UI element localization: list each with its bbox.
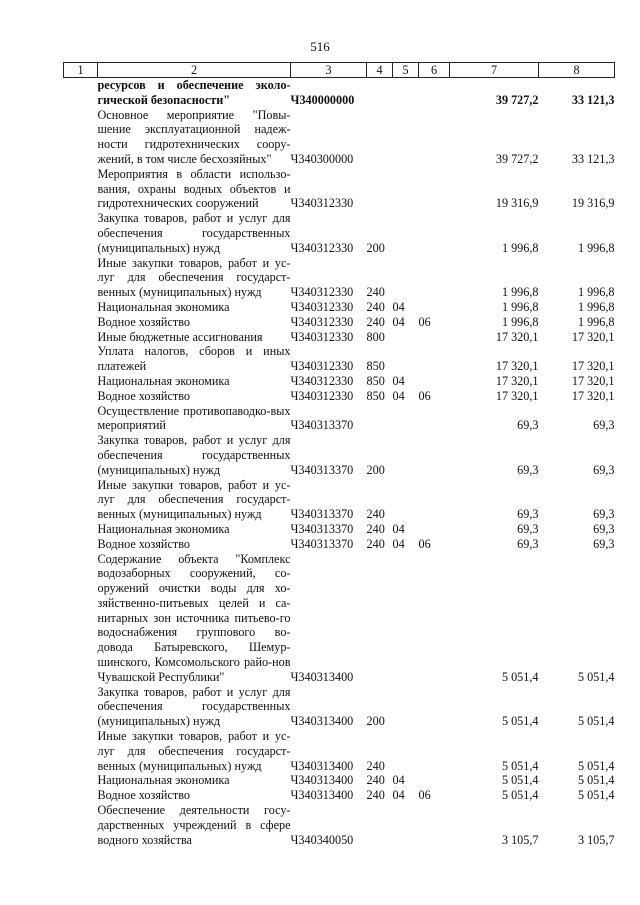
target-code-cell: Ч340313400: [290, 669, 354, 684]
amount-col8-cell: 5 051,4: [577, 773, 615, 788]
target-code-cell: Ч340312330: [290, 285, 354, 300]
page-number: 516: [310, 39, 330, 54]
budget-table: [63, 62, 615, 847]
table-row: [64, 729, 615, 773]
table-row: [64, 344, 615, 374]
table-row: [64, 788, 615, 803]
subsection-cell: [419, 404, 450, 434]
target-code-cell: Ч340313400: [290, 773, 354, 788]
expense-type-cell: 850: [366, 359, 385, 374]
expense-type-cell: [367, 167, 393, 211]
column-header: 7: [450, 63, 539, 78]
section-cell: 04: [392, 773, 405, 788]
section-cell: [393, 433, 419, 477]
table-row: [64, 803, 615, 847]
item-name-cell: ресурсов и обеспечение эколо-гической безопасности": [97, 78, 291, 107]
subsection-cell: [419, 552, 450, 685]
amount-col8-cell: 33 121,3: [571, 92, 615, 107]
expense-type-cell: 240: [366, 773, 385, 788]
item-name-cell: Иные бюджетные ассигнования: [97, 329, 263, 344]
section-cell: [393, 729, 419, 773]
subsection-cell: 06: [418, 314, 431, 329]
target-code-cell: Ч340000000: [290, 92, 355, 107]
subsection-cell: [419, 729, 450, 773]
column-header: 3: [291, 63, 367, 78]
row-number-cell: [64, 788, 98, 803]
target-code-cell: Ч340313400: [290, 758, 354, 773]
subsection-cell: [419, 256, 450, 300]
amount-col7-cell: 17 320,1: [495, 388, 539, 403]
column-header: 6: [419, 63, 450, 78]
expense-type-cell: 240: [366, 299, 385, 314]
amount-col8-cell: 17 320,1: [571, 329, 615, 344]
target-code-cell: Ч340300000: [290, 151, 354, 166]
row-number-cell: [64, 537, 98, 552]
amount-col7-cell: 5 051,4: [501, 758, 539, 773]
expense-type-cell: [367, 803, 393, 847]
section-cell: 04: [392, 299, 405, 314]
expense-type-cell: 850: [366, 373, 385, 388]
section-cell: [393, 256, 419, 300]
table-row: [64, 478, 615, 522]
row-number-cell: [64, 522, 98, 537]
target-code-cell: Ч340313370: [290, 418, 354, 433]
item-name-cell: Закупка товаров, работ и услуг для обеспечения государственных (муниципальных) нужд: [97, 684, 291, 729]
column-number-row: [64, 63, 615, 78]
row-number-cell: [64, 389, 98, 404]
table-row: [64, 404, 615, 434]
target-code-cell: Ч340312330: [290, 359, 354, 374]
expense-type-cell: 200: [366, 714, 385, 729]
section-cell: 04: [392, 536, 405, 551]
target-code-cell: Ч340313370: [290, 462, 354, 477]
table-row: [64, 315, 615, 330]
item-name-cell: Мероприятия в области использо-вания, охраны водных объектов и гидротехнических сооружений: [97, 166, 291, 211]
table-body: [64, 78, 615, 848]
section-cell: [393, 344, 419, 374]
row-number-cell: [64, 773, 98, 788]
subsection-cell: 06: [418, 788, 431, 803]
table-row: [64, 300, 615, 315]
table-row: [64, 374, 615, 389]
row-number-cell: [64, 344, 98, 374]
item-name-cell: Национальная экономика: [97, 299, 230, 314]
item-name-cell: Водное хозяйство: [97, 388, 190, 403]
amount-col8-cell: 69,3: [593, 536, 615, 551]
expense-type-cell: 240: [366, 536, 385, 551]
table-row: [64, 552, 615, 685]
row-number-cell: [64, 315, 98, 330]
table-row: [64, 211, 615, 255]
item-name-cell: Водное хозяйство: [97, 788, 190, 803]
table-row: [64, 537, 615, 552]
row-number-cell: [64, 433, 98, 477]
item-name-cell: Содержание объекта "Комплекс водозаборных сооружений, со-оружений очистки воды для хо-зяйственно-питьевых целей и са-нитарных зон источника питьево-го водоснабжения группового во-довода Батыревского, Шемур-шинского, Комсомольского райо-нов Чувашской Республики": [97, 551, 291, 684]
amount-col8-cell: 1 996,8: [577, 299, 615, 314]
section-cell: 04: [392, 314, 405, 329]
amount-col8-cell: 3 105,7: [577, 832, 615, 847]
amount-col8-cell: 33 121,3: [571, 151, 615, 166]
amount-col8-cell: 17 320,1: [571, 388, 615, 403]
table-row: [64, 389, 615, 404]
subsection-cell: [419, 803, 450, 847]
subsection-cell: [419, 167, 450, 211]
target-code-cell: Ч340312330: [290, 196, 354, 211]
row-number-cell: [64, 256, 98, 300]
item-name-cell: Основное мероприятие "Повы-шение эксплуатационной надеж-ности гидротехнических соору-жений, в том числе бесхозяйных": [97, 107, 291, 166]
amount-col7-cell: 1 996,8: [501, 240, 539, 255]
row-number-cell: [64, 803, 98, 847]
amount-col8-cell: 17 320,1: [571, 359, 615, 374]
table-row: [64, 433, 615, 477]
expense-type-cell: 240: [366, 507, 385, 522]
row-number-cell: [64, 211, 98, 255]
column-header: 1: [64, 63, 98, 78]
row-number-cell: [64, 552, 98, 685]
expense-type-cell: 240: [366, 285, 385, 300]
amount-col8-cell: 17 320,1: [571, 373, 615, 388]
expense-type-cell: 200: [366, 462, 385, 477]
amount-col7-cell: 39 727,2: [495, 151, 539, 166]
amount-col8-cell: 5 051,4: [577, 758, 615, 773]
table-row: [64, 330, 615, 345]
target-code-cell: Ч340313370: [290, 507, 354, 522]
column-header: 8: [539, 63, 615, 78]
amount-col7-cell: 69,3: [517, 521, 539, 536]
subsection-cell: [419, 374, 450, 389]
target-code-cell: Ч340340050: [290, 832, 354, 847]
target-code-cell: Ч340313400: [290, 714, 354, 729]
column-header: 5: [393, 63, 419, 78]
subsection-cell: [419, 433, 450, 477]
amount-col7-cell: 5 051,4: [501, 773, 539, 788]
amount-col7-cell: 1 996,8: [501, 299, 539, 314]
amount-col7-cell: 69,3: [517, 507, 539, 522]
subsection-cell: [419, 330, 450, 345]
item-name-cell: Закупка товаров, работ и услуг для обеспечения государственных (муниципальных) нужд: [97, 211, 291, 255]
subsection-cell: 06: [418, 388, 431, 403]
section-cell: 04: [392, 521, 405, 536]
amount-col8-cell: 69,3: [593, 521, 615, 536]
amount-col7-cell: 5 051,4: [501, 788, 539, 803]
amount-col7-cell: 39 727,2: [495, 92, 539, 107]
table-row: [64, 78, 615, 108]
section-cell: 04: [392, 788, 405, 803]
row-number-cell: [64, 404, 98, 434]
expense-type-cell: 240: [366, 314, 385, 329]
table-row: [64, 167, 615, 211]
target-code-cell: Ч340312330: [290, 329, 354, 344]
row-number-cell: [64, 685, 98, 729]
amount-col8-cell: 69,3: [593, 418, 615, 433]
amount-col8-cell: 1 996,8: [577, 240, 615, 255]
item-name-cell: Водное хозяйство: [97, 314, 190, 329]
subsection-cell: [419, 211, 450, 255]
amount-col7-cell: 19 316,9: [495, 196, 539, 211]
table-row: [64, 108, 615, 167]
subsection-cell: [419, 108, 450, 167]
expense-type-cell: 200: [366, 240, 385, 255]
amount-col7-cell: 5 051,4: [501, 714, 539, 729]
expense-type-cell: 240: [366, 758, 385, 773]
item-name-cell: Иные закупки товаров, работ и ус-луг для обеспечения государст-венных (муниципальных) нужд: [97, 729, 291, 773]
item-name-cell: Иные закупки товаров, работ и ус-луг для обеспечения государст-венных (муниципальных) нужд: [97, 255, 291, 300]
item-name-cell: Иные закупки товаров, работ и ус-луг для обеспечения государст-венных (муниципальных) нужд: [97, 477, 291, 522]
column-header: 4: [367, 63, 393, 78]
amount-col7-cell: 3 105,7: [501, 832, 539, 847]
section-cell: [393, 211, 419, 255]
section-cell: [393, 685, 419, 729]
column-header: 2: [98, 63, 291, 78]
amount-col7-cell: 5 051,4: [501, 669, 539, 684]
item-name-cell: Национальная экономика: [97, 521, 230, 536]
row-number-cell: [64, 729, 98, 773]
target-code-cell: Ч340313400: [290, 788, 354, 803]
subsection-cell: [419, 344, 450, 374]
item-name-cell: Национальная экономика: [97, 373, 230, 388]
section-cell: [393, 803, 419, 847]
row-number-cell: [64, 330, 98, 345]
target-code-cell: Ч340313370: [290, 536, 354, 551]
amount-col7-cell: 17 320,1: [495, 373, 539, 388]
amount-col8-cell: 1 996,8: [577, 285, 615, 300]
target-code-cell: Ч340312330: [290, 388, 354, 403]
amount-col8-cell: 69,3: [593, 462, 615, 477]
row-number-cell: [64, 300, 98, 315]
section-cell: [393, 478, 419, 522]
item-name-cell: Закупка товаров, работ и услуг для обеспечения государственных (муниципальных) нужд: [97, 433, 291, 477]
amount-col8-cell: 5 051,4: [577, 788, 615, 803]
section-cell: [393, 78, 419, 108]
table-row: [64, 256, 615, 300]
amount-col7-cell: 1 996,8: [501, 314, 539, 329]
row-number-cell: [64, 108, 98, 167]
subsection-cell: [419, 78, 450, 108]
subsection-cell: [419, 300, 450, 315]
table-row: [64, 773, 615, 788]
amount-col7-cell: 17 320,1: [495, 359, 539, 374]
subsection-cell: 06: [418, 536, 431, 551]
expense-type-cell: [367, 78, 393, 108]
subsection-cell: [419, 685, 450, 729]
target-code-cell: Ч340312330: [290, 240, 354, 255]
subsection-cell: [419, 773, 450, 788]
item-name-cell: Обеспечение деятельности госу-дарственных учреждений в сфере водного хозяйства: [97, 803, 291, 847]
expense-type-cell: 240: [366, 788, 385, 803]
amount-col7-cell: 69,3: [517, 536, 539, 551]
amount-col8-cell: 5 051,4: [577, 714, 615, 729]
row-number-cell: [64, 478, 98, 522]
target-code-cell: Ч340313370: [290, 521, 354, 536]
item-name-cell: Осуществление противопаводко-вых мероприятий: [97, 403, 291, 433]
subsection-cell: [419, 478, 450, 522]
section-cell: [393, 330, 419, 345]
table-row: [64, 522, 615, 537]
expense-type-cell: 240: [366, 521, 385, 536]
amount-col8-cell: 69,3: [593, 507, 615, 522]
expense-type-cell: [367, 108, 393, 167]
target-code-cell: Ч340312330: [290, 299, 354, 314]
amount-col8-cell: 1 996,8: [577, 314, 615, 329]
section-cell: [393, 404, 419, 434]
section-cell: [393, 167, 419, 211]
amount-col8-cell: 5 051,4: [577, 669, 615, 684]
row-number-cell: [64, 78, 98, 108]
expense-type-cell: [367, 404, 393, 434]
row-number-cell: [64, 374, 98, 389]
amount-col7-cell: 1 996,8: [501, 285, 539, 300]
section-cell: 04: [392, 388, 405, 403]
expense-type-cell: [367, 552, 393, 685]
table-row: [64, 685, 615, 729]
section-cell: 04: [392, 373, 405, 388]
target-code-cell: Ч340312330: [290, 314, 354, 329]
amount-col8-cell: 19 316,9: [571, 196, 615, 211]
target-code-cell: Ч340312330: [290, 373, 354, 388]
expense-type-cell: 850: [366, 388, 385, 403]
row-number-cell: [64, 167, 98, 211]
amount-col7-cell: 69,3: [517, 418, 539, 433]
item-name-cell: Водное хозяйство: [97, 536, 190, 551]
item-name-cell: Национальная экономика: [97, 773, 230, 788]
item-name-cell: Уплата налогов, сборов и иных платежей: [97, 344, 291, 374]
amount-col7-cell: 17 320,1: [495, 329, 539, 344]
section-cell: [393, 552, 419, 685]
expense-type-cell: 800: [366, 329, 385, 344]
subsection-cell: [419, 522, 450, 537]
amount-col7-cell: 69,3: [517, 462, 539, 477]
section-cell: [393, 108, 419, 167]
